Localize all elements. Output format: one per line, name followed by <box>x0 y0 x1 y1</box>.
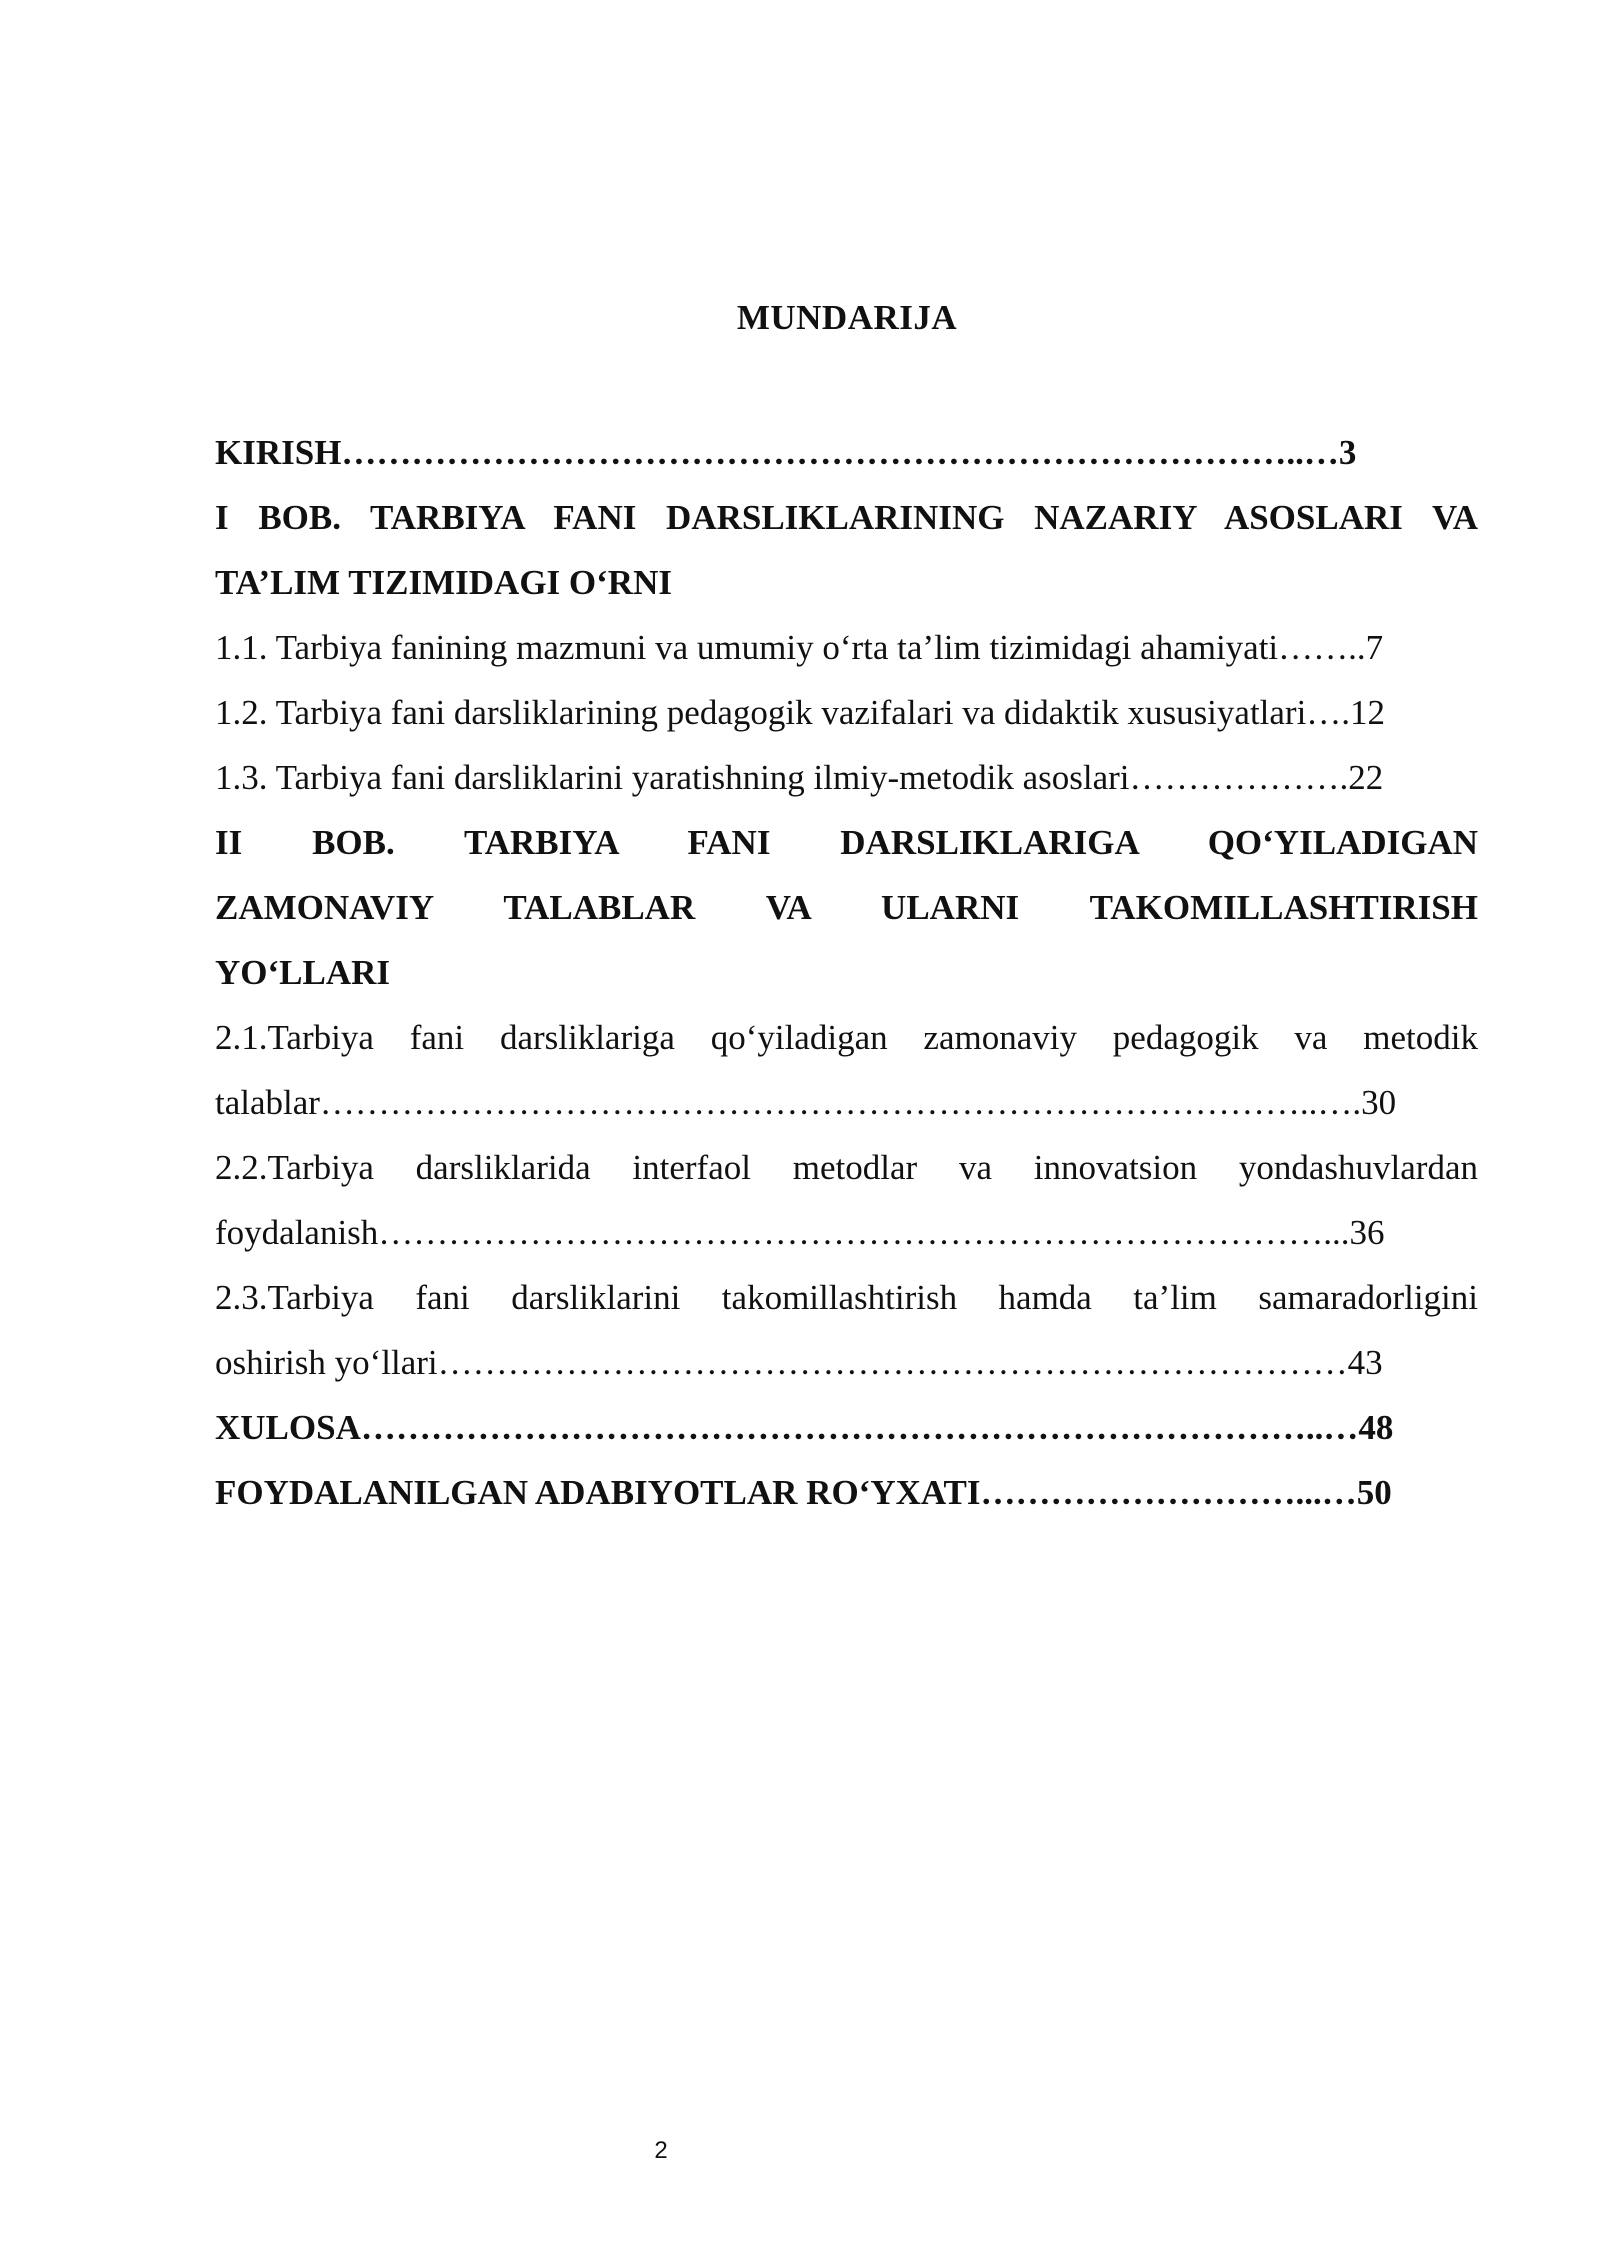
toc-entry-kirish[interactable]: KIRISH………………………………………………………………………..…3 <box>215 433 1357 472</box>
toc-entry-2-1-line-1[interactable]: 2.1.Tarbiya fani darsliklariga qo‘yiladigan zamonaviy pedagogik va metodik <box>215 1018 1478 1057</box>
toc-entry-2-2-line-1[interactable]: 2.2.Tarbiya darsliklarida interfaol metodlar va innovatsion yondashuvlardan <box>215 1148 1478 1187</box>
toc-entry-2-1-line-2[interactable]: talablar…………………………………………………………………………..….30 <box>215 1083 1397 1122</box>
toc-entry-chapter-1-title-line-1[interactable]: I BOB. TARBIYA FANI DARSLIKLARINING NAZARIY ASOSLARI VA <box>215 498 1478 537</box>
toc-entry-1-1[interactable]: 1.1. Tarbiya fanining mazmuni va umumiy o‘rta ta’lim tizimidagi ahamiyati……..7 <box>215 628 1384 667</box>
toc-entry-1-2[interactable]: 1.2. Tarbiya fani darsliklarining pedagogik vazifalari va didaktik xususiyatlari….12 <box>215 693 1386 732</box>
toc-entry-1-3[interactable]: 1.3. Tarbiya fani darsliklarini yaratishning ilmiy-metodik asoslari……………….22 <box>215 758 1384 797</box>
toc-entry-2-3-line-2[interactable]: oshirish yo‘llari……………………………………………………………………43 <box>215 1343 1383 1382</box>
toc-entry-bibliography[interactable]: FOYDALANILGAN ADABIYOTLAR RO‘YXATI………………………...…50 <box>215 1473 1392 1512</box>
toc-entry-chapter-1-title-line-2[interactable]: TA’LIM TIZIMIDAGI O‘RNI <box>215 563 672 602</box>
toc-entry-chapter-2-title-line-1[interactable]: II BOB. TARBIYA FANI DARSLIKLARIGA QO‘YILADIGAN <box>215 823 1478 862</box>
page-number: 2 <box>654 2137 668 2164</box>
toc-entry-xulosa[interactable]: XULOSA………………………………………………………………………..…48 <box>215 1408 1394 1447</box>
toc-entry-chapter-2-title-line-2[interactable]: ZAMONAVIY TALABLAR VA ULARNI TAKOMILLASHTIRISH <box>215 888 1478 927</box>
toc-entry-2-2-line-2[interactable]: foydalanish………………………………………………………………………...36 <box>215 1213 1385 1252</box>
toc-entry-2-3-line-1[interactable]: 2.3.Tarbiya fani darsliklarini takomillashtirish hamda ta’lim samaradorligini <box>215 1278 1478 1317</box>
toc-entry-chapter-2-title-line-3[interactable]: YO‘LLARI <box>215 953 391 992</box>
table-of-contents <box>215 420 1478 1525</box>
page-title: MUNDARIJA <box>736 298 958 337</box>
